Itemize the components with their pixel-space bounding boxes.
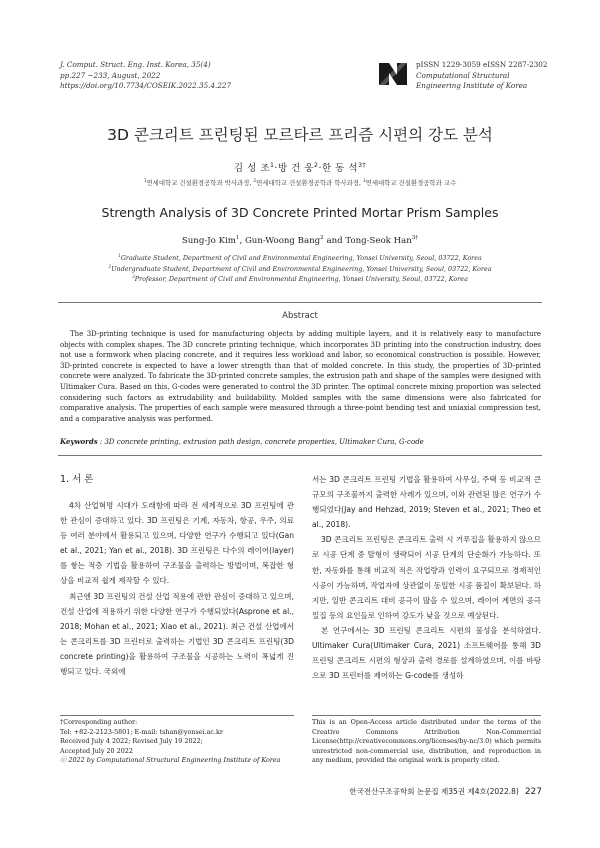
page-number: 227 — [524, 787, 542, 797]
aff-text: 연세대학교 건설환경공학과 박사과정 — [146, 179, 250, 187]
paragraph: 본 연구에서는 3D 프린팅 콘크리트 시편의 물성을 분석하였다. Ultimaker Cura(Ultimaker Cura, 2021) 소프트웨어를 통해 3D 프린팅 콘크리트 시편의 형상과 출력 경로를 설계하였으며, 이를 바탕으로 3D 프린터를 제어하는 G-code를 생성하 — [312, 625, 541, 681]
author-mark: 3† — [411, 235, 419, 242]
corresponding-label: †Corresponding author: — [60, 718, 138, 726]
keywords — [60, 437, 541, 446]
aff-text: Undergraduate Student, Department of Civil and Environmental Engineering, Yonsei University, Seoul, 03722, Korea — [111, 264, 492, 273]
aff-mark: 1 — [118, 252, 121, 258]
body-column-left — [60, 498, 294, 679]
page-footer — [330, 786, 542, 797]
paragraph: 서는 3D 콘크리트 프린팅 기법을 활용하여 사무실, 주택 등 비교적 큰 규모의 구조물까지 출력한 사례가 있으며, 이와 관련된 많은 연구가 수행되었다(Jay and Hehzad, 2019; Steven et al., 2021; Theo et al., 2018). — [312, 475, 541, 530]
issn-block — [416, 60, 547, 92]
aff-text: 연세대학교 건설환경공학과 학사과정 — [256, 179, 359, 187]
paragraph: 최근엔 3D 프린팅의 건설 산업 적용에 관한 관심이 증대하고 있으며, 건설 산업에 적용하기 위한 다양한 연구가 수행되었다(Asprone et al., 2018; Mohan et al., 2021; Xiao et al., 2021). 최근 건설 산업에서는 콘크리트를 3D 프린터로 출력하는 기법인 3D 콘크리트 프린팅(3D concrete printing)을 활용하여 구조물을 시공하는 노력이 폭넓게 진행되고 있다. 국외에 — [60, 591, 294, 677]
abstract-heading: Abstract — [282, 311, 318, 321]
doi-link[interactable]: https://doi.org/10.7734/COSEIK.2022.35.4.227 — [60, 81, 232, 90]
author-name: 한 동 석 — [321, 163, 359, 174]
citation-line: pp.227 ~233, August, 2022 — [60, 70, 161, 80]
footnote-corresponding — [60, 718, 294, 766]
title-korean: 3D 콘크리트 프린팅된 모르타르 프리즘 시편의 강도 분석 — [107, 126, 493, 144]
contact-info: Tel: +82-2-2123-5801; E-mail: tshan@yonsei.ac.kr — [60, 727, 223, 736]
author-separator: , — [239, 236, 245, 246]
publisher-line: Engineering Institute of Korea — [416, 81, 528, 90]
author-mark: 2 — [314, 161, 319, 169]
journal-citation — [60, 60, 231, 92]
footnote-divider — [312, 715, 541, 716]
aff-text: Graduate Student, Department of Civil and Environmental Engineering, Yonsei University, Seoul, 03722, Korea — [120, 254, 482, 262]
author-mark: 1 — [270, 161, 275, 169]
affiliation-line — [0, 274, 600, 285]
publisher-line: Computational Structural — [416, 70, 510, 80]
author-name: 김 성 조 — [233, 163, 270, 174]
license-note: This is an Open-Access article distributed under the terms of the Creative Commons Attribution Non-Commercial License(http://creativecommons.org/licenses/by-nc/3.0) which permits unrestricted non-commercial use, distribution, and reproduction in any medium, provided the original work is properly cited. — [312, 718, 541, 765]
affiliation-line — [0, 253, 600, 264]
abstract-text: The 3D-printing technique is used for manufacturing objects by adding multiple layers, and it is relatively easy to manufacture objects with complex shapes. The 3D concrete printing technique, which incorporates 3D printing into the construction industry, does not use a formwork when placing concrete, and it requires less workload and labor, so economical construction is possible. However, 3D-printed concrete is expected to have a lower strength than that of molded concrete. In this study, the properties of 3D-printed concrete were analyzed. To fabricate the 3D-printed concrete samples, the extrusion path and shape of the samples were designed with Ultimaker Cura. Based on this, G-codes were generated to control the 3D printer. The optimal concrete mixing proportion was selected considering such factors as extrudability and buildability. Molded samples with the same dimensions were also fabricated for comparative analysis. The properties of each sample were measured through a three-point bending test and uniaxial compression test, and a comparative analysis was performed. — [60, 330, 541, 423]
affiliation-line — [0, 264, 600, 275]
paragraph: 4차 산업혁명 시대가 도래함에 따라 전 세계적으로 3D 프린팅에 관한 관심이 증대하고 있다. 3D 프린팅은 기계, 자동차, 항공, 우주, 의료 등 여러 분야에서 활용되고 있으며, 다양한 연구가 수행되고 있다(Gan et al., 2021; Yan et al., 2018). 3D 프린팅은 다수의 레이어(layer)를 쌓는 적층 기법을 활용하여 구조물을 출력하는 방법이며, 복잡한 형상을 비교적 쉽게 제작할 수 있다. — [60, 501, 294, 586]
aff-mark: 3 — [363, 177, 366, 183]
author-mark: 2 — [320, 235, 324, 242]
body-column-right — [312, 472, 541, 683]
author-name: Tong-Seok Han — [345, 236, 412, 246]
keywords-list: : 3D concrete printing, extrusion path design, concrete properties, Ultimaker Cura, G-code — [97, 438, 424, 446]
accepted-date: Accepted July 20 2022 — [60, 746, 133, 755]
authors-english — [0, 236, 600, 246]
divider — [58, 455, 542, 456]
author-mark: 3† — [358, 161, 367, 169]
received-dates: Received July 4 2022; Revised July 19 2022; — [60, 737, 203, 746]
aff-text: 연세대학교 건설환경공학과 교수 — [365, 179, 457, 187]
aff-mark: 2 — [253, 177, 257, 183]
title-english: Strength Analysis of 3D Concrete Printed Mortar Prism Samples — [101, 205, 499, 220]
paragraph: 3D 콘크리트 프린팅은 콘크리트 출력 시 거푸집을 활용하지 않으므로 시공 단계 중 탈형이 생략되어 시공 단계의 단순화가 가능하다. 또한, 자동화를 통해 비교적 적은 작업량과 인력이 요구되므로 경제적인 시공이 가능하며, 작업자에 상관없이 동일한 시공 품질이 확보된다. 하지만, 일반 콘크리트 대비 공극이 많을 수 있으며, 레이어 계면의 공극 밀집 등의 요인들로 인하여 강도가 낮을 것으로 예상된다. — [312, 535, 541, 620]
footnote-divider — [60, 715, 294, 716]
aff-mark: 3 — [132, 273, 135, 279]
authors-korean: 김 성 조$^1$·방 건 웅$^2$·한 동 석$^{3\dagger}$ — [233, 161, 367, 174]
divider — [58, 302, 542, 303]
journal-logo-icon — [377, 61, 409, 87]
affiliations-korean: $^1$연세대학교 건설환경공학과 박사과정, $^2$연세대학교 건설환경공학과 학사과정, $^3$연세대학교 건설환경공학과 교수 — [143, 177, 457, 187]
author-name: 방 건 웅 — [277, 163, 315, 174]
aff-mark: 1 — [143, 177, 147, 183]
author-name: Gun-Woong Bang — [244, 236, 321, 246]
author-name: Sung-Jo Kim — [181, 236, 236, 246]
issn-line: pISSN 1229-3059 eISSN 2287-2302 — [416, 60, 548, 69]
author-separator: and — [323, 236, 346, 246]
aff-text: Professor, Department of Civil and Environmental Engineering, Yonsei University, Seoul, 03722, Korea — [134, 275, 468, 283]
copyright: ⓒ 2022 by Computational Structural Engineering Institute of Korea — [60, 756, 281, 765]
citation-line: J. Comput. Struct. Eng. Inst. Korea, 35(4) — [60, 60, 211, 69]
keywords-label: Keywords — [60, 437, 98, 446]
section-heading: 1. 서 론 — [60, 474, 94, 485]
author-mark: 1 — [235, 235, 240, 242]
journal-footer: 한국전산구조공학회 논문집 제35권 제4호(2022.8) — [349, 787, 519, 796]
aff-mark: 2 — [108, 263, 112, 269]
affiliations-english — [0, 253, 600, 285]
